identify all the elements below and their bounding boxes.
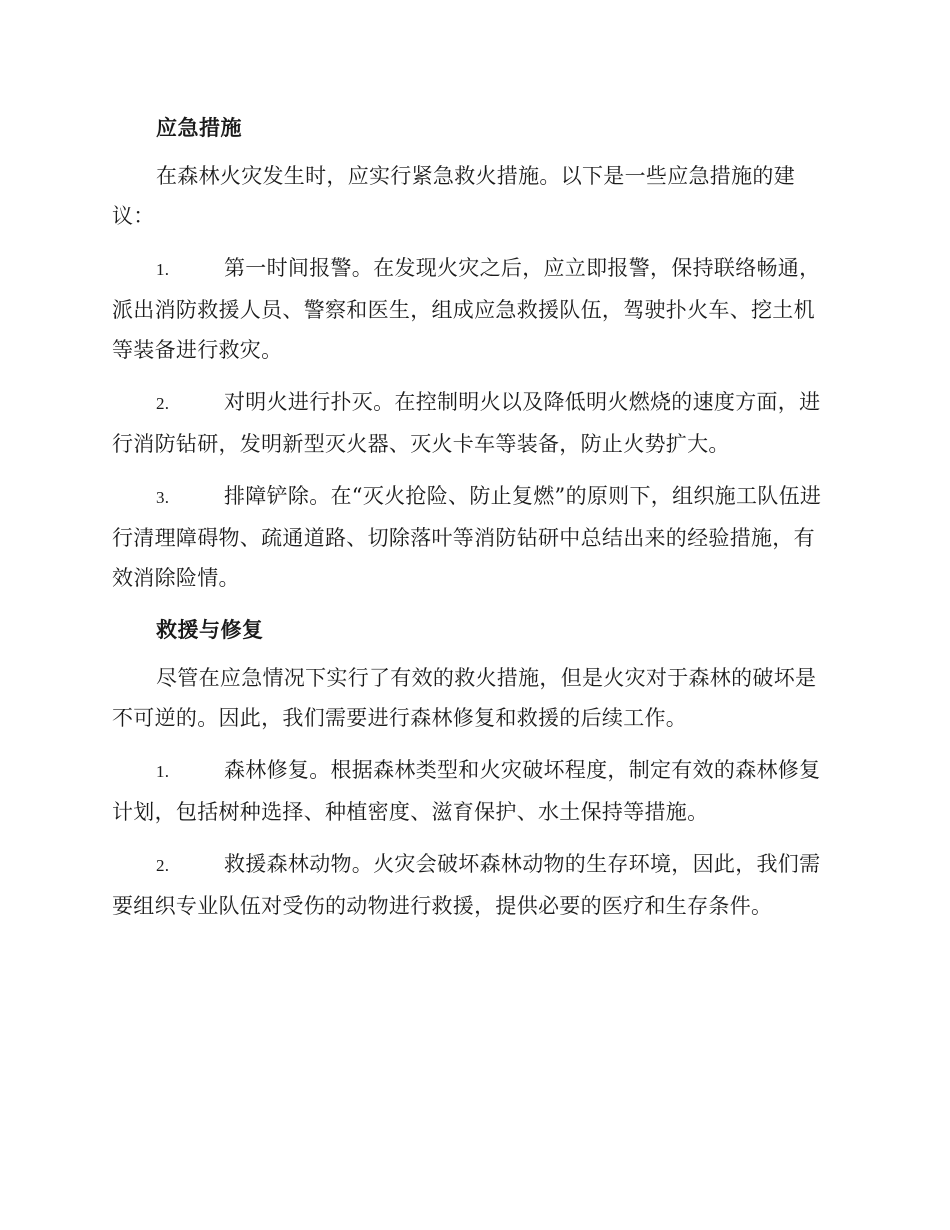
list-item <box>112 476 836 598</box>
document-page <box>112 108 836 938</box>
list-item-number: 1. <box>156 260 170 279</box>
list-item-number: 2. <box>156 856 170 875</box>
list-item-text: 森林修复。根据森林类型和火灾破坏程度，制定有效的森林修复计划，包括树种选择、种植密度、滋育保护、水土保持等措施。 <box>112 758 821 824</box>
section-intro: 在森林火灾发生时，应实行紧急救火措施。以下是一些应急措施的建议： <box>112 164 795 228</box>
list-item <box>112 750 836 832</box>
list-item-text: 救援森林动物。火灾会破坏森林动物的生存环境，因此，我们需要组织专业队伍对受伤的动物进行救援，提供必要的医疗和生存条件。 <box>112 852 821 918</box>
list-item <box>112 248 836 370</box>
list-item-number: 1. <box>156 762 170 781</box>
section-emergency-measures <box>112 108 836 598</box>
list-item-text: 第一时间报警。在发现火灾之后，应立即报警，保持联络畅通，派出消防救援人员、警察和医生，组成应急救援队伍，驾驶扑火车、挖土机等装备进行救灾。 <box>112 256 821 362</box>
list-item-text: 排障铲除。在“灭火抢险、防止复燃”的原则下，组织施工队伍进行清理障碍物、疏通道路、切除落叶等消防钻研中总结出来的经验措施，有效消除险情。 <box>112 484 822 590</box>
list-item <box>112 844 836 926</box>
list-item-text: 对明火进行扑灭。在控制明火以及降低明火燃烧的速度方面，进行消防钻研，发明新型灭火器、灭火卡车等装备，防止火势扩大。 <box>112 390 821 456</box>
section-heading: 应急措施 <box>156 115 242 140</box>
section-intro: 尽管在应急情况下实行了有效的救火措施，但是火灾对于森林的破坏是不可逆的。因此，我们需要进行森林修复和救援的后续工作。 <box>112 666 817 730</box>
list-item-number: 2. <box>156 394 170 413</box>
section-rescue-and-restoration <box>112 610 836 926</box>
list-item-number: 3. <box>156 488 170 507</box>
list-item <box>112 382 836 464</box>
section-heading: 救援与修复 <box>156 617 264 642</box>
